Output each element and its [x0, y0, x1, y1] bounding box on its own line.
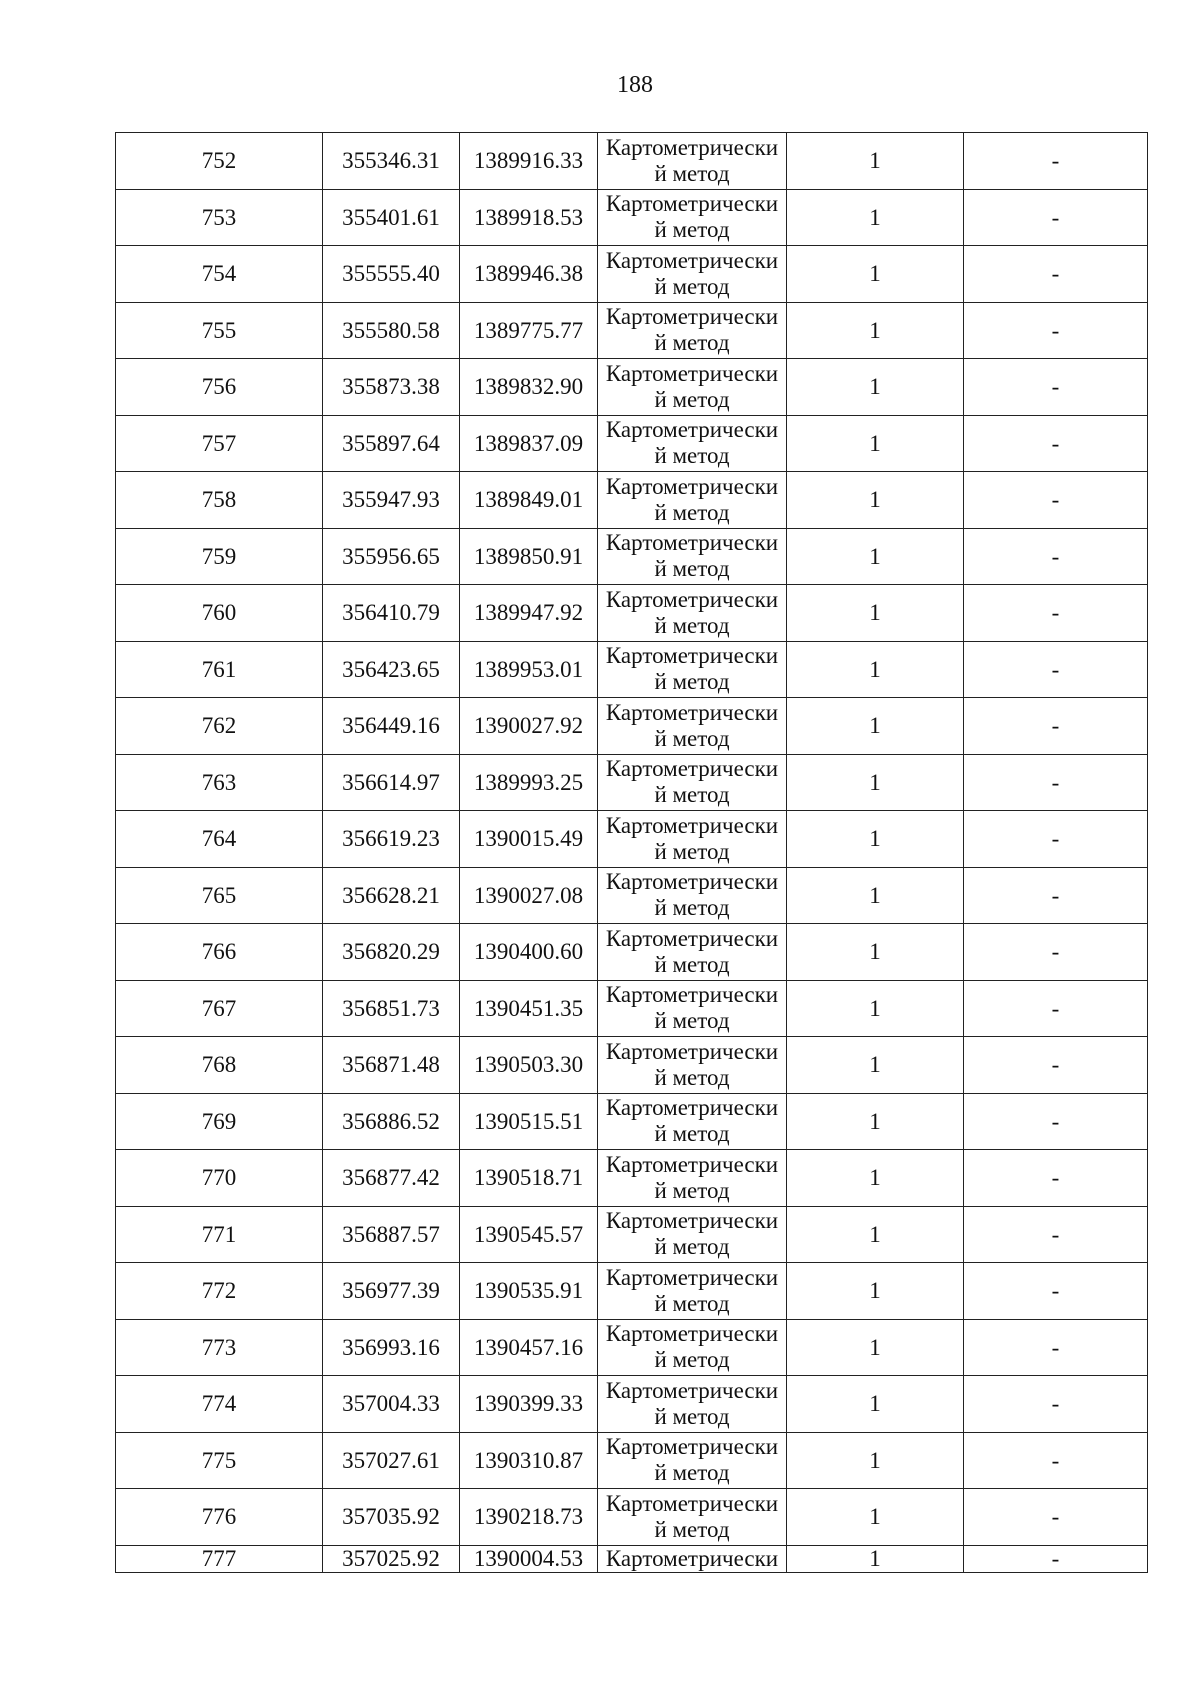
x-coordinate-cell: 357027.61 [323, 1432, 460, 1489]
note-cell: - [964, 359, 1148, 416]
method-line-1: Картометрически [605, 1038, 779, 1064]
x-coordinate-cell: 355947.93 [323, 472, 460, 529]
note-cell: - [964, 528, 1148, 585]
table-row [116, 698, 1148, 755]
x-coordinate-cell: 356820.29 [323, 924, 460, 981]
table-row [116, 302, 1148, 359]
accuracy-cell: 1 [787, 415, 964, 472]
method-line-2: й метод [654, 669, 730, 695]
method-line-1: Картометрически [605, 869, 779, 895]
method-line-2: й метод [654, 1403, 730, 1429]
method-cell [598, 189, 787, 246]
y-coordinate-cell: 1389849.01 [460, 472, 598, 529]
method-cell [598, 1150, 787, 1207]
method-line-2: й метод [654, 725, 730, 751]
note-cell: - [964, 1263, 1148, 1320]
point-number-cell: 755 [116, 302, 323, 359]
method-cell [598, 754, 787, 811]
method-line-2: й метод [654, 1347, 730, 1373]
accuracy-cell: 1 [787, 1545, 964, 1572]
note-cell: - [964, 1037, 1148, 1094]
x-coordinate-cell: 356977.39 [323, 1263, 460, 1320]
table-row [116, 754, 1148, 811]
point-number-cell: 773 [116, 1319, 323, 1376]
table-body [116, 133, 1148, 1573]
method-line-1: Картометрически [605, 756, 779, 782]
note-cell: - [964, 246, 1148, 303]
method-line-2: й метод [654, 1516, 730, 1542]
accuracy-cell: 1 [787, 302, 964, 359]
table-row [116, 472, 1148, 529]
point-number-cell: 764 [116, 811, 323, 868]
point-number-cell: 756 [116, 359, 323, 416]
method-line-2: й метод [654, 838, 730, 864]
y-coordinate-cell: 1390027.08 [460, 867, 598, 924]
accuracy-cell: 1 [787, 1489, 964, 1546]
accuracy-cell: 1 [787, 1150, 964, 1207]
point-number-cell: 765 [116, 867, 323, 924]
y-coordinate-cell: 1390027.92 [460, 698, 598, 755]
method-cell [598, 1263, 787, 1320]
method-line-1: Картометрически [605, 812, 779, 838]
x-coordinate-cell: 356851.73 [323, 980, 460, 1037]
accuracy-cell: 1 [787, 867, 964, 924]
method-line-1: Картометрически [605, 304, 779, 330]
point-number-cell: 763 [116, 754, 323, 811]
method-line-2: й метод [654, 1234, 730, 1260]
note-cell: - [964, 133, 1148, 190]
table-row [116, 246, 1148, 303]
y-coordinate-cell: 1390503.30 [460, 1037, 598, 1094]
table-row [116, 133, 1148, 190]
accuracy-cell: 1 [787, 980, 964, 1037]
y-coordinate-cell: 1389993.25 [460, 754, 598, 811]
point-number-cell: 760 [116, 585, 323, 642]
method-line-1: Картометрически [605, 134, 779, 160]
x-coordinate-cell: 356871.48 [323, 1037, 460, 1094]
note-cell: - [964, 1432, 1148, 1489]
method-line-1: Картометрически [605, 1151, 779, 1177]
note-cell: - [964, 585, 1148, 642]
accuracy-cell: 1 [787, 133, 964, 190]
x-coordinate-cell: 355555.40 [323, 246, 460, 303]
page-number: 188 [617, 72, 653, 98]
method-cell [598, 1037, 787, 1094]
method-line-2: й метод [654, 556, 730, 582]
method-cell [598, 302, 787, 359]
point-number-cell: 758 [116, 472, 323, 529]
accuracy-cell: 1 [787, 1263, 964, 1320]
x-coordinate-cell: 356449.16 [323, 698, 460, 755]
method-cell [598, 528, 787, 585]
point-number-cell: 752 [116, 133, 323, 190]
method-cell [598, 246, 787, 303]
table-row [116, 1545, 1148, 1572]
y-coordinate-cell: 1390218.73 [460, 1489, 598, 1546]
note-cell: - [964, 472, 1148, 529]
accuracy-cell: 1 [787, 585, 964, 642]
y-coordinate-cell: 1389850.91 [460, 528, 598, 585]
method-cell [598, 1319, 787, 1376]
method-line-2: й метод [654, 951, 730, 977]
method-line-1: Картометрически [605, 1434, 779, 1460]
point-number-cell: 767 [116, 980, 323, 1037]
point-number-cell: 770 [116, 1150, 323, 1207]
y-coordinate-cell: 1390515.51 [460, 1093, 598, 1150]
method-cell [598, 867, 787, 924]
method-line-1: Картометрически [605, 247, 779, 273]
method-line-1: Картометрически [605, 360, 779, 386]
note-cell: - [964, 641, 1148, 698]
table-row [116, 1093, 1148, 1150]
table-row [116, 867, 1148, 924]
accuracy-cell: 1 [787, 811, 964, 868]
note-cell: - [964, 1489, 1148, 1546]
y-coordinate-cell: 1389918.53 [460, 189, 598, 246]
y-coordinate-cell: 1390399.33 [460, 1376, 598, 1433]
point-number-cell: 761 [116, 641, 323, 698]
x-coordinate-cell: 356628.21 [323, 867, 460, 924]
note-cell: - [964, 1206, 1148, 1263]
method-line-2: й метод [654, 443, 730, 469]
table-row [116, 359, 1148, 416]
y-coordinate-cell: 1390004.53 [460, 1545, 598, 1572]
y-coordinate-cell: 1390400.60 [460, 924, 598, 981]
table-row [116, 415, 1148, 472]
y-coordinate-cell: 1389946.38 [460, 246, 598, 303]
coordinates-table [115, 132, 1148, 1573]
method-line-2: й метод [654, 1008, 730, 1034]
method-cell [598, 1545, 787, 1572]
note-cell: - [964, 811, 1148, 868]
method-line-1: Картометрически [605, 1490, 779, 1516]
point-number-cell: 771 [116, 1206, 323, 1263]
x-coordinate-cell: 355873.38 [323, 359, 460, 416]
method-line-2: й метод [654, 273, 730, 299]
table-row [116, 980, 1148, 1037]
y-coordinate-cell: 1389947.92 [460, 585, 598, 642]
method-line-1: Картометрически [605, 1208, 779, 1234]
table-row [116, 924, 1148, 981]
note-cell: - [964, 1319, 1148, 1376]
method-line-1: Картометрически [605, 530, 779, 556]
accuracy-cell: 1 [787, 359, 964, 416]
method-cell [598, 472, 787, 529]
point-number-cell: 775 [116, 1432, 323, 1489]
point-number-cell: 753 [116, 189, 323, 246]
x-coordinate-cell: 355956.65 [323, 528, 460, 585]
method-line-1: Картометрически [605, 982, 779, 1008]
point-number-cell: 766 [116, 924, 323, 981]
note-cell: - [964, 698, 1148, 755]
method-line-1: Картометрически [605, 1377, 779, 1403]
method-line-2: й метод [654, 499, 730, 525]
accuracy-cell: 1 [787, 189, 964, 246]
y-coordinate-cell: 1389953.01 [460, 641, 598, 698]
y-coordinate-cell: 1390015.49 [460, 811, 598, 868]
accuracy-cell: 1 [787, 641, 964, 698]
method-cell [598, 698, 787, 755]
note-cell: - [964, 924, 1148, 981]
method-line-1: Картометрически [605, 1545, 779, 1571]
method-line-1: Картометрически [605, 586, 779, 612]
y-coordinate-cell: 1390310.87 [460, 1432, 598, 1489]
y-coordinate-cell: 1390545.57 [460, 1206, 598, 1263]
x-coordinate-cell: 355580.58 [323, 302, 460, 359]
method-line-2: й метод [654, 160, 730, 186]
note-cell: - [964, 1093, 1148, 1150]
accuracy-cell: 1 [787, 1037, 964, 1094]
y-coordinate-cell: 1390457.16 [460, 1319, 598, 1376]
y-coordinate-cell: 1389832.90 [460, 359, 598, 416]
note-cell: - [964, 415, 1148, 472]
point-number-cell: 772 [116, 1263, 323, 1320]
x-coordinate-cell: 355897.64 [323, 415, 460, 472]
accuracy-cell: 1 [787, 246, 964, 303]
x-coordinate-cell: 357004.33 [323, 1376, 460, 1433]
accuracy-cell: 1 [787, 1376, 964, 1433]
table-row [116, 1319, 1148, 1376]
x-coordinate-cell: 356877.42 [323, 1150, 460, 1207]
x-coordinate-cell: 356887.57 [323, 1206, 460, 1263]
accuracy-cell: 1 [787, 528, 964, 585]
method-line-2: й метод [654, 1460, 730, 1486]
x-coordinate-cell: 357025.92 [323, 1545, 460, 1572]
method-cell [598, 1206, 787, 1263]
method-line-1: Картометрически [605, 1095, 779, 1121]
table-row [116, 1432, 1148, 1489]
method-line-2: й метод [654, 895, 730, 921]
method-line-1: Картометрически [605, 473, 779, 499]
table-row [116, 585, 1148, 642]
method-line-2: й метод [654, 217, 730, 243]
table-row [116, 528, 1148, 585]
x-coordinate-cell: 356423.65 [323, 641, 460, 698]
point-number-cell: 776 [116, 1489, 323, 1546]
y-coordinate-cell: 1389775.77 [460, 302, 598, 359]
point-number-cell: 769 [116, 1093, 323, 1150]
method-cell [598, 1093, 787, 1150]
point-number-cell: 777 [116, 1545, 323, 1572]
method-line-1: Картометрически [605, 925, 779, 951]
accuracy-cell: 1 [787, 924, 964, 981]
method-line-1: Картометрически [605, 1321, 779, 1347]
table-row [116, 1489, 1148, 1546]
table-row [116, 1150, 1148, 1207]
accuracy-cell: 1 [787, 754, 964, 811]
method-cell [598, 641, 787, 698]
method-line-1: Картометрически [605, 417, 779, 443]
method-line-1: Картометрически [605, 1264, 779, 1290]
method-line-2: й метод [654, 782, 730, 808]
x-coordinate-cell: 357035.92 [323, 1489, 460, 1546]
method-line-1: Картометрически [605, 699, 779, 725]
accuracy-cell: 1 [787, 1206, 964, 1263]
note-cell: - [964, 980, 1148, 1037]
table-row [116, 641, 1148, 698]
table-row [116, 1206, 1148, 1263]
table-row [116, 189, 1148, 246]
point-number-cell: 768 [116, 1037, 323, 1094]
method-line-2: й метод [654, 1121, 730, 1147]
point-number-cell: 774 [116, 1376, 323, 1433]
x-coordinate-cell: 356614.97 [323, 754, 460, 811]
accuracy-cell: 1 [787, 1319, 964, 1376]
y-coordinate-cell: 1389916.33 [460, 133, 598, 190]
point-number-cell: 759 [116, 528, 323, 585]
table-row [116, 811, 1148, 868]
accuracy-cell: 1 [787, 698, 964, 755]
note-cell: - [964, 1150, 1148, 1207]
y-coordinate-cell: 1389837.09 [460, 415, 598, 472]
method-line-2: й метод [654, 1177, 730, 1203]
point-number-cell: 762 [116, 698, 323, 755]
table-row [116, 1037, 1148, 1094]
method-line-1: Картометрически [605, 643, 779, 669]
method-cell [598, 585, 787, 642]
note-cell: - [964, 1376, 1148, 1433]
table-row [116, 1263, 1148, 1320]
y-coordinate-cell: 1390518.71 [460, 1150, 598, 1207]
method-cell [598, 359, 787, 416]
method-cell [598, 1489, 787, 1546]
x-coordinate-cell: 355346.31 [323, 133, 460, 190]
x-coordinate-cell: 356619.23 [323, 811, 460, 868]
method-cell [598, 415, 787, 472]
method-line-2: й метод [654, 386, 730, 412]
method-cell [598, 811, 787, 868]
method-line-2: й метод [654, 330, 730, 356]
method-line-2: й метод [654, 612, 730, 638]
x-coordinate-cell: 355401.61 [323, 189, 460, 246]
method-line-1: Картометрически [605, 191, 779, 217]
note-cell: - [964, 867, 1148, 924]
method-cell [598, 133, 787, 190]
method-line-2: й метод [654, 1064, 730, 1090]
x-coordinate-cell: 356993.16 [323, 1319, 460, 1376]
method-cell [598, 980, 787, 1037]
x-coordinate-cell: 356886.52 [323, 1093, 460, 1150]
accuracy-cell: 1 [787, 472, 964, 529]
point-number-cell: 757 [116, 415, 323, 472]
note-cell: - [964, 1545, 1148, 1572]
note-cell: - [964, 302, 1148, 359]
y-coordinate-cell: 1390451.35 [460, 980, 598, 1037]
point-number-cell: 754 [116, 246, 323, 303]
x-coordinate-cell: 356410.79 [323, 585, 460, 642]
method-cell [598, 1432, 787, 1489]
method-cell [598, 924, 787, 981]
note-cell: - [964, 754, 1148, 811]
method-cell [598, 1376, 787, 1433]
y-coordinate-cell: 1390535.91 [460, 1263, 598, 1320]
note-cell: - [964, 189, 1148, 246]
table-row [116, 1376, 1148, 1433]
accuracy-cell: 1 [787, 1093, 964, 1150]
accuracy-cell: 1 [787, 1432, 964, 1489]
method-line-2: й метод [654, 1290, 730, 1316]
